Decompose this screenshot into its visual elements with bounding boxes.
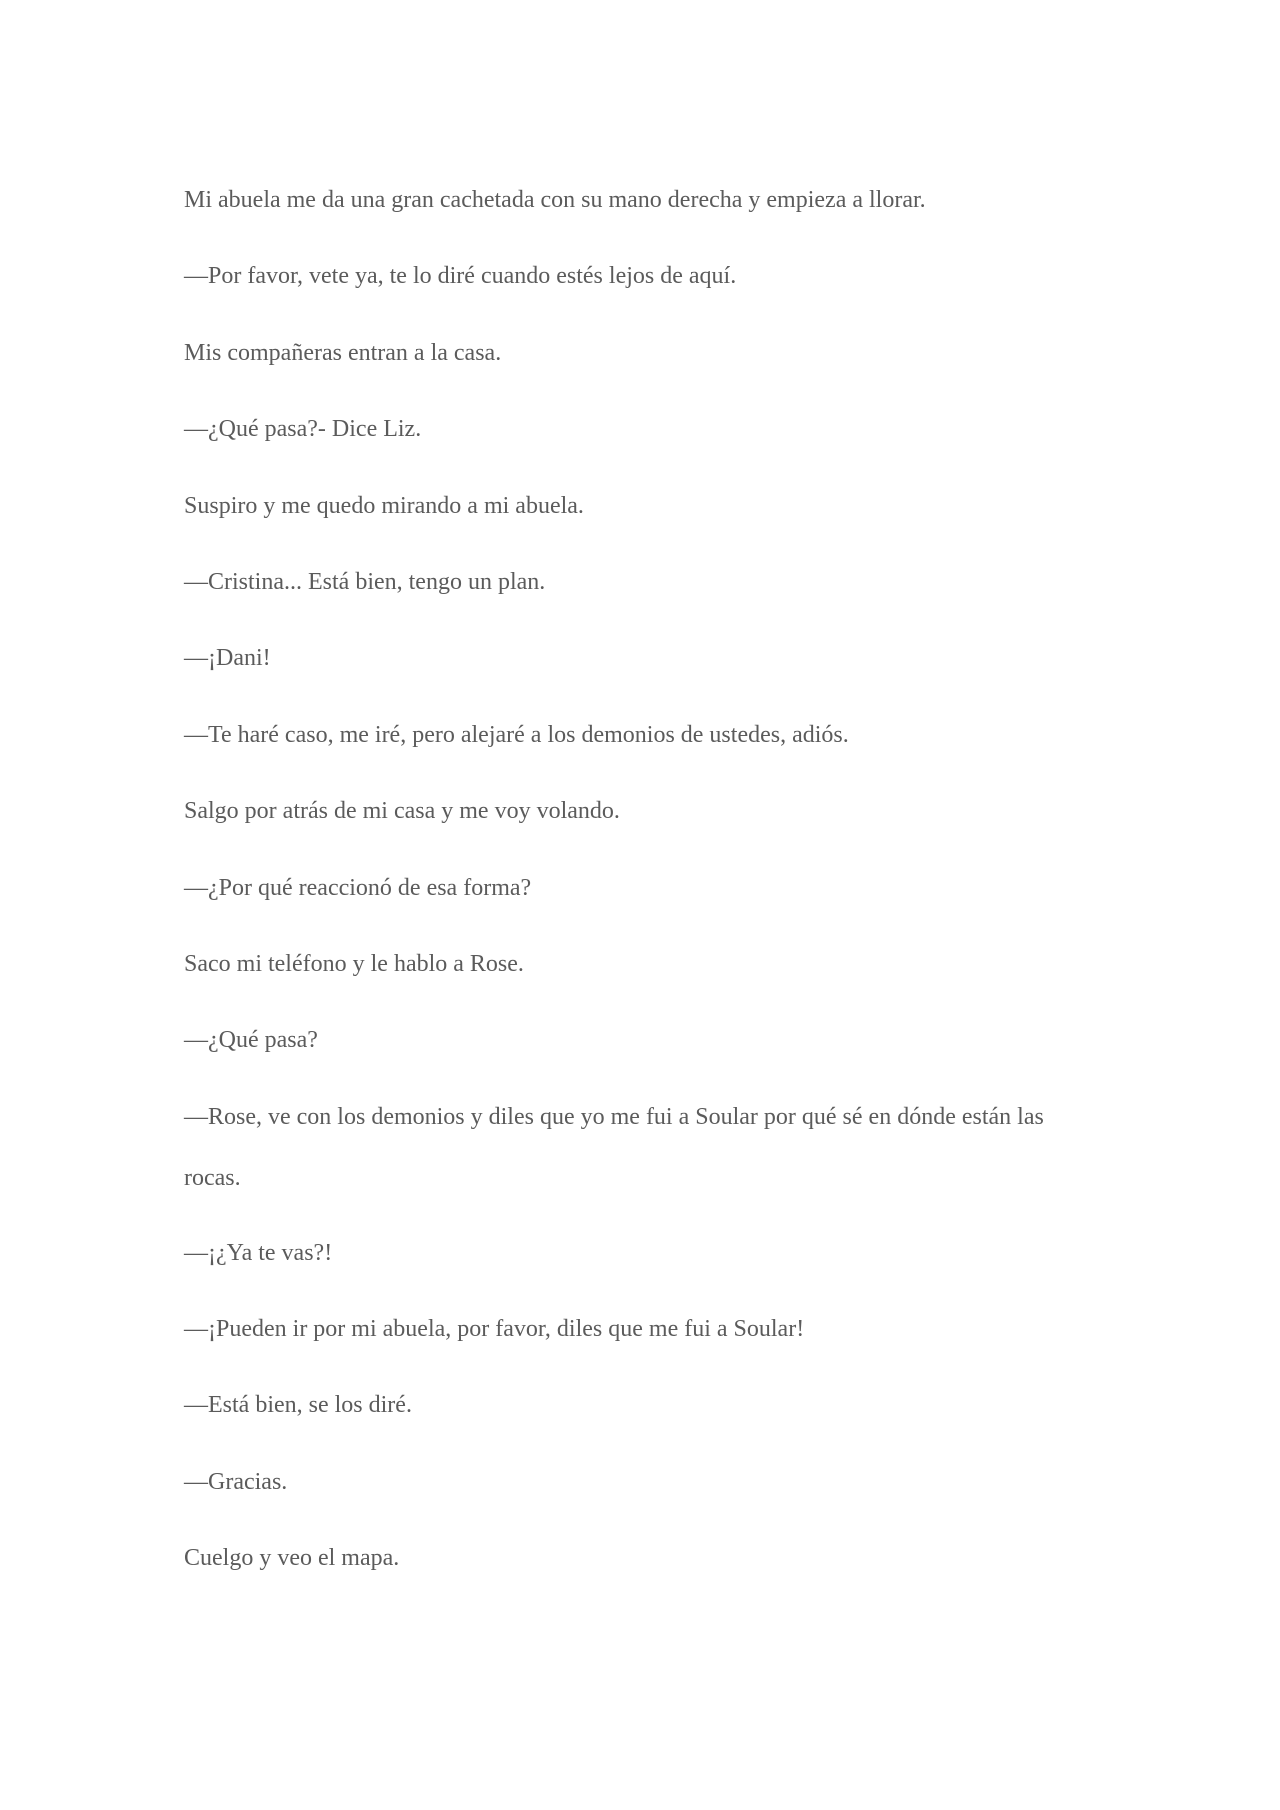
paragraph: —Por favor, vete ya, te lo diré cuando estés lejos de aquí. — [184, 263, 737, 290]
paragraph: —Está bien, se los diré. — [184, 1392, 412, 1419]
paragraph: —Te haré caso, me iré, pero alejaré a los demonios de ustedes, adiós. — [184, 721, 849, 748]
paragraph: Suspiro y me quedo mirando a mi abuela. — [184, 492, 584, 519]
paragraph: —¿Qué pasa?- Dice Liz. — [184, 416, 422, 443]
document-body — [184, 178, 1104, 1613]
paragraph: —Cristina... Está bien, tengo un plan. — [184, 568, 546, 595]
paragraph: —¿Por qué reaccionó de esa forma? — [184, 874, 532, 901]
paragraph: Cuelgo y veo el mapa. — [184, 1545, 400, 1572]
paragraph: Mi abuela me da una gran cachetada con su mano derecha y empieza a llorar. — [184, 187, 926, 213]
paragraph: —Rose, ve con los demonios y diles que yo me fui a Soular por qué sé en dónde están las rocas. — [184, 1103, 1044, 1191]
paragraph: Mis compañeras entran a la casa. — [184, 339, 502, 366]
paragraph: Salgo por atrás de mi casa y me voy volando. — [184, 798, 620, 825]
paragraph: —¡¿Ya te vas?! — [184, 1239, 333, 1266]
paragraph: —¿Qué pasa? — [184, 1027, 318, 1054]
paragraph: —¡Dani! — [184, 645, 271, 672]
paragraph: —Gracias. — [184, 1468, 288, 1495]
paragraph: —¡Pueden ir por mi abuela, por favor, diles que me fui a Soular! — [184, 1316, 805, 1343]
paragraph: Saco mi teléfono y le hablo a Rose. — [184, 950, 524, 977]
